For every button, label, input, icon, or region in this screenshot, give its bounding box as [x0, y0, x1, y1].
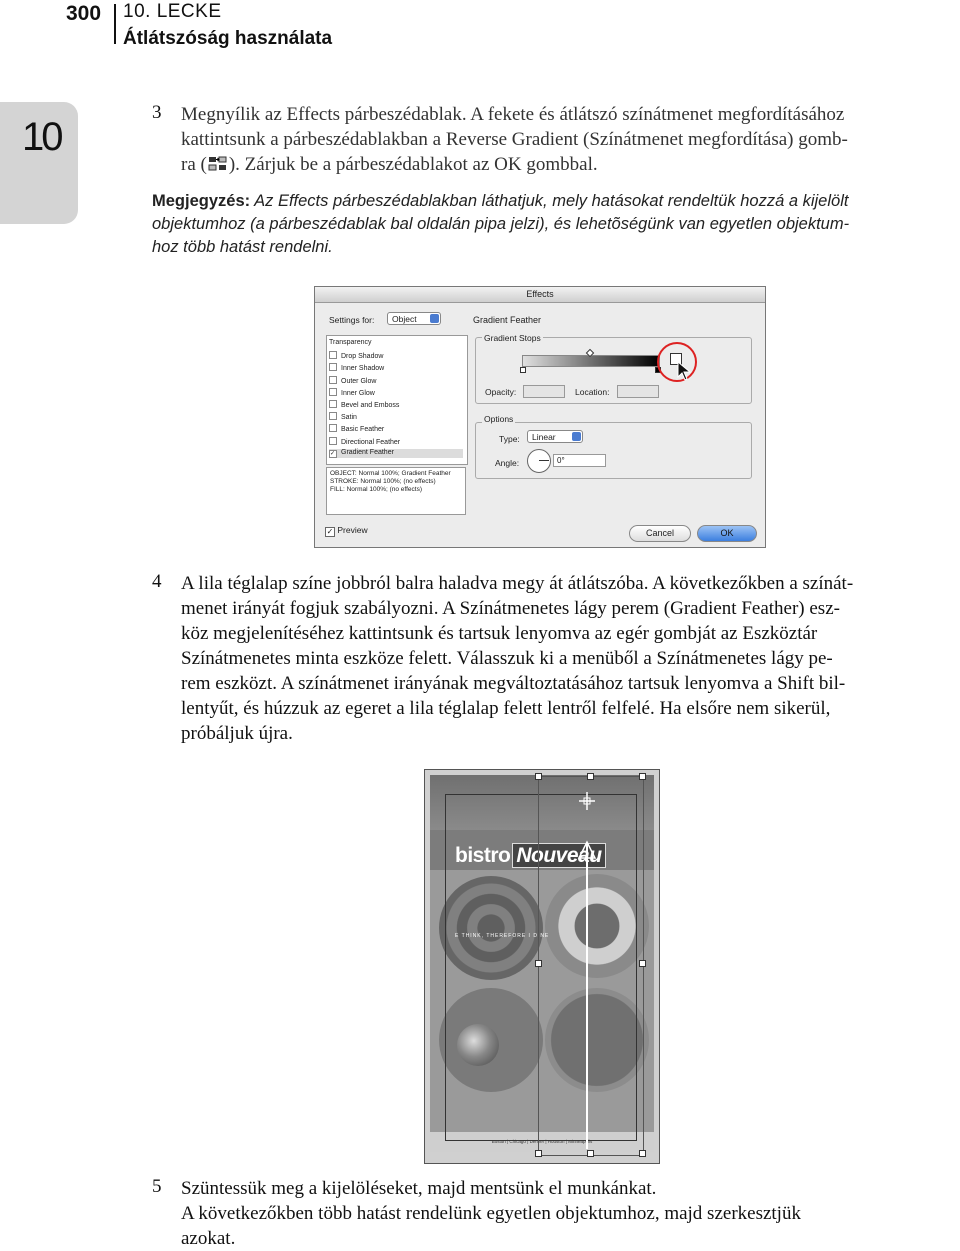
- step-3-line-part: ra (: [181, 154, 207, 175]
- selection-handle[interactable]: [587, 773, 594, 780]
- step-3-line-part: ). Zárjuk be a párbeszédablakot az OK gombbal.: [228, 154, 598, 175]
- effect-item[interactable]: [329, 363, 384, 372]
- chapter-number: 10: [22, 115, 61, 159]
- effect-item-label: Drop Shadow: [341, 353, 384, 361]
- effects-list: [326, 335, 468, 465]
- checkbox-icon[interactable]: [329, 363, 337, 371]
- selection-handle[interactable]: [639, 773, 646, 780]
- step-4-line: lentyűt, és húzzuk az egeret a lila téglalap felett lentről felfelé. Ha elsőre nem sikerül,: [181, 698, 831, 719]
- step-4-text: [181, 571, 853, 746]
- effect-item[interactable]: [329, 400, 399, 409]
- step-4-line: rem eszközt. A színátmenet irányának megváltoztatásához tartsuk lenyomva a Shift bil-: [181, 673, 846, 694]
- selection-handle[interactable]: [535, 960, 542, 967]
- type-select[interactable]: [527, 430, 583, 443]
- ok-label: OK: [720, 528, 734, 538]
- logo-word: Nouveau: [512, 843, 605, 868]
- poster-preview: [424, 769, 660, 1164]
- effect-item-label: Directional Feather: [341, 438, 401, 446]
- settings-for-value: Object: [392, 314, 417, 324]
- options-group: [475, 422, 752, 479]
- effect-item-label: Transparency: [329, 339, 372, 346]
- checkbox-icon[interactable]: [329, 388, 337, 396]
- cursor-arrow-icon: [677, 361, 693, 383]
- checkbox-icon[interactable]: [329, 424, 337, 432]
- note-line: objektumhoz (a párbeszédablak bal oldalán pipa jelzi), és lehetõségünk van egyetlen objektum-: [152, 215, 850, 233]
- location-label: Location:: [575, 387, 610, 397]
- step-3-number: 3: [152, 102, 162, 123]
- angle-dial-needle: [539, 460, 549, 461]
- checked-checkbox-icon[interactable]: ✓: [330, 450, 336, 457]
- lesson-label: 10. LECKE: [123, 1, 222, 22]
- checkbox-icon[interactable]: [329, 437, 337, 445]
- gradient-feather-drag-icon: [575, 784, 599, 1159]
- effect-item[interactable]: [329, 424, 384, 433]
- chevron-down-icon: [430, 314, 439, 323]
- checkbox-icon[interactable]: [329, 351, 337, 359]
- preview-checkbox[interactable]: [325, 525, 368, 537]
- checkbox-icon[interactable]: [329, 412, 337, 420]
- selection-handle[interactable]: [535, 773, 542, 780]
- opacity-field[interactable]: [523, 385, 565, 398]
- effect-item-label: Inner Shadow: [341, 365, 385, 373]
- selection-handle[interactable]: [639, 1150, 646, 1157]
- options-label: Options: [484, 414, 514, 424]
- gradient-stops-label: Gradient Stops: [484, 333, 541, 343]
- effect-item[interactable]: [329, 449, 463, 458]
- section-title: Gradient Feather: [473, 315, 542, 325]
- effect-item[interactable]: [329, 388, 375, 397]
- checkbox-icon[interactable]: [329, 400, 337, 408]
- summary-line: FILL: Normal 100%; (no effects): [330, 486, 423, 493]
- settings-for-select[interactable]: [387, 312, 441, 325]
- logo-word: bistro: [455, 844, 511, 867]
- effects-dialog: [314, 286, 766, 548]
- step-5-text: [181, 1176, 801, 1251]
- step-5-line: A következőkben több hatást rendelünk egyetlen objektumhoz, majd szerkesztjük: [181, 1203, 801, 1224]
- step-3-line: Megnyílik az Effects párbeszédablak. A fekete és átlátszó színátmenet megfordításához: [181, 104, 845, 125]
- poster-footer: Boston | Chicago | Denver | Houston | Minneapolis: [430, 1132, 654, 1152]
- checkbox-icon[interactable]: [329, 376, 337, 384]
- header-divider: [114, 4, 116, 44]
- note-text: Az Effects párbeszédablakban láthatjuk, mely hatásokat rendeltük hozzá a kijelölt: [254, 192, 849, 210]
- effect-item[interactable]: [329, 412, 357, 421]
- effect-item-label: Outer Glow: [341, 377, 377, 385]
- note-line: [152, 190, 849, 213]
- step-4-line: próbáljuk újra.: [181, 723, 293, 744]
- angle-field[interactable]: [553, 454, 606, 467]
- chevron-down-icon: [572, 432, 581, 441]
- selection-handle[interactable]: [639, 960, 646, 967]
- reverse-gradient-icon: [207, 155, 229, 173]
- type-value: Linear: [532, 432, 556, 442]
- ok-button[interactable]: [697, 525, 757, 542]
- poster-tagline: E THINK, THEREFORE I DINE: [455, 933, 550, 939]
- effect-item[interactable]: [329, 376, 376, 385]
- summary-line: OBJECT: Normal 100%; Gradient Feather: [330, 470, 451, 477]
- step-4-line: Színátmenetes minta eszköze felett. Válasszuk ki a menüből a Színátmenetes lágy pe-: [181, 648, 833, 669]
- effect-item-label: Gradient Feather: [341, 448, 394, 456]
- step-5-number: 5: [152, 1176, 162, 1197]
- settings-for-label: Settings for:: [329, 315, 375, 325]
- effect-item-label: Basic Feather: [341, 426, 385, 434]
- effect-item[interactable]: [329, 437, 400, 446]
- note-label: Megjegyzés:: [152, 192, 251, 210]
- opacity-label: Opacity:: [485, 387, 517, 397]
- note-block: [152, 190, 849, 259]
- effect-item[interactable]: [329, 351, 383, 360]
- checkmark-icon: ✓: [326, 527, 334, 536]
- cancel-button[interactable]: [629, 525, 691, 542]
- angle-dial[interactable]: [527, 449, 551, 473]
- note-line: hoz több hatást rendelni.: [152, 238, 333, 256]
- step-3-text: [181, 102, 848, 177]
- effect-item-label: Bevel and Emboss: [341, 402, 400, 409]
- angle-label: Angle:: [495, 458, 520, 468]
- summary-line: STROKE: Normal 100%; (no effects): [330, 478, 436, 485]
- step-4-number: 4: [152, 571, 162, 592]
- page-number: 300: [66, 2, 102, 25]
- dialog-title: Effects: [315, 287, 765, 303]
- effect-item[interactable]: [329, 339, 372, 346]
- selection-handle[interactable]: [535, 1150, 542, 1157]
- gradient-stop-left[interactable]: [520, 367, 526, 373]
- gradient-ramp[interactable]: [522, 355, 660, 367]
- step-3-line: kattintsunk a párbeszédablakban a Reverse Gradient (Színátmenet megfordítása) gomb-: [181, 129, 848, 150]
- step-5-line: azokat.: [181, 1228, 236, 1249]
- step-5-line: Szüntessük meg a kijelöléseket, majd mentsünk el munkánkat.: [181, 1178, 657, 1199]
- step-4-line: köz megjelenítéséhez kattintsunk és tartsuk lenyomva az egér gombját az Eszköztár: [181, 623, 818, 644]
- page-title: Átlátszóság használata: [123, 28, 333, 49]
- location-field[interactable]: [617, 385, 659, 398]
- effect-item-label: Satin: [341, 414, 357, 422]
- angle-value: 0°: [557, 456, 565, 465]
- effect-item-label: Inner Glow: [341, 389, 375, 397]
- step-3-line: [181, 152, 848, 177]
- step-4-line: menet irányát fogjuk szabályozni. A Színátmenetes lágy perem (Gradient Feather) esz-: [181, 598, 840, 619]
- step-4-line: A lila téglalap színe jobbról balra haladva megy át átlátszóba. A következőkben a színát-: [181, 573, 854, 594]
- gradient-stops-group: [475, 337, 752, 404]
- effects-summary: [326, 467, 466, 515]
- type-label: Type:: [499, 434, 520, 444]
- preview-label: Preview: [337, 525, 368, 535]
- cancel-label: Cancel: [645, 528, 674, 538]
